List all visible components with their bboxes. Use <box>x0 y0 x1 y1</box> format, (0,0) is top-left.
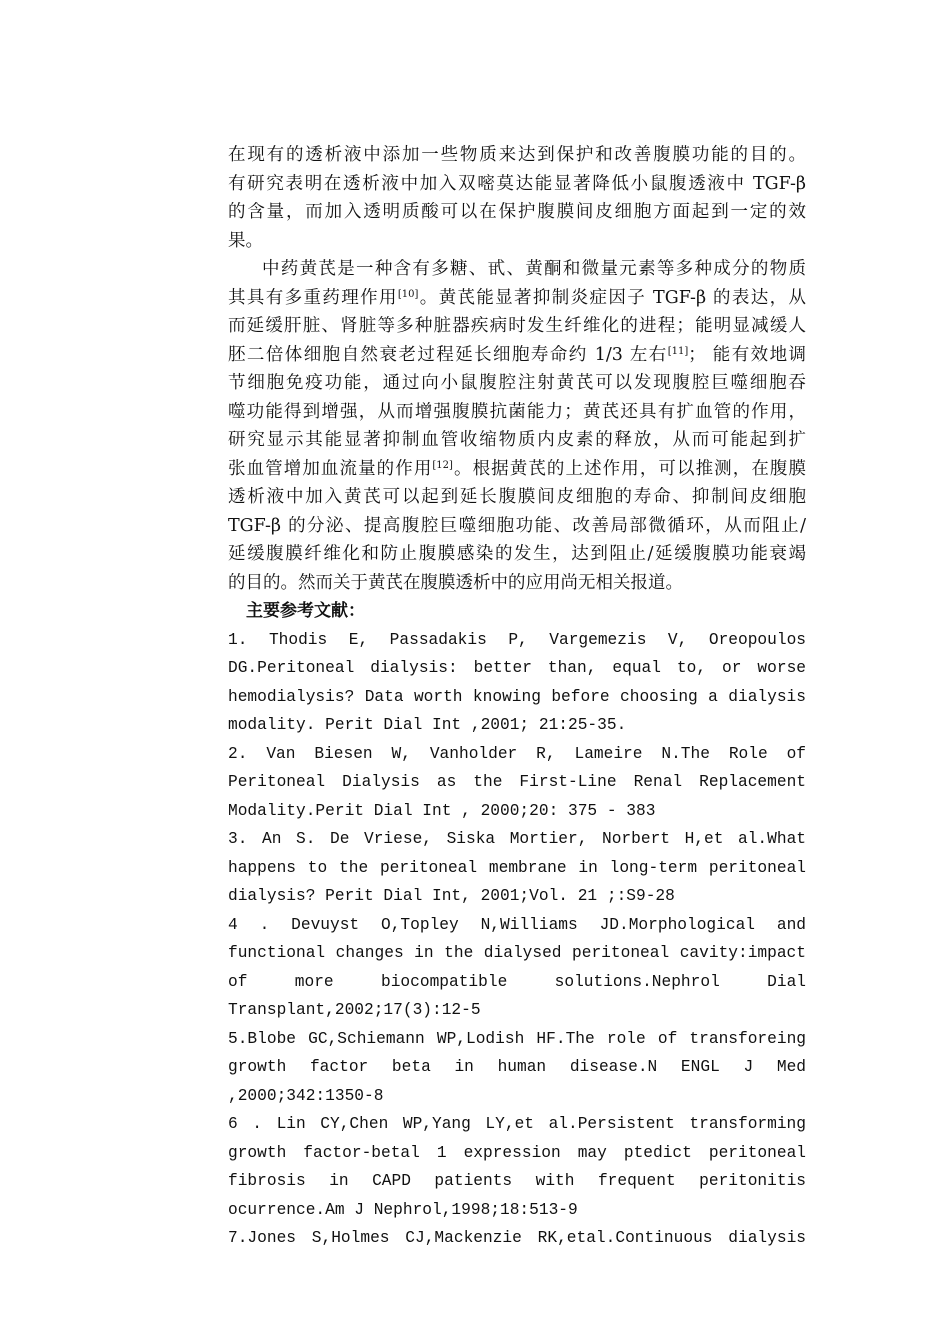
text-line: 张血管增加血流量的作用[12]。根据黄芪的上述作用，可以推测，在腹膜 <box>228 458 806 479</box>
document-page <box>228 141 806 1253</box>
reference-line: ocurrence.Am J Nephrol,1998;18:513-9 <box>228 1200 578 1219</box>
reference-item <box>228 1224 806 1253</box>
reference-item <box>228 825 806 911</box>
reference-line: DG.Peritoneal dialysis: better than, equal to, or worse <box>228 659 806 677</box>
reference-line: 3. An S. De Vriese, Siska Mortier, Norbert H,et al.What <box>228 830 806 848</box>
reference-line: ,2000;342:1350-8 <box>228 1086 384 1105</box>
reference-line: modality. Perit Dial Int ,2001; 21:25-35. <box>228 716 627 734</box>
reference-line: growth factor beta in human disease.N ENGL J Med <box>228 1058 806 1076</box>
text-line: 有研究表明在透析液中加入双嘧莫达能显著降低小鼠腹透液中 TGF-β <box>228 173 806 194</box>
reference-line: Peritoneal Dialysis as the First-Line Renal Replacement <box>228 773 806 791</box>
reference-line: hemodialysis? Data worth knowing before choosing a dialysis <box>228 687 806 706</box>
reference-line: functional changes in the dialysed peritoneal cavity:impact <box>228 944 806 962</box>
citation-marker: [10] <box>397 288 419 300</box>
references-heading: 主要参考文献： <box>246 601 365 621</box>
text-line: 延缓腹膜纤维化和防止腹膜感染的发生，达到阻止/延缓腹膜功能衰竭 <box>228 544 806 564</box>
text-line: 节细胞免疫功能，通过向小鼠腹腔注射黄芪可以发现腹腔巨噬细胞吞 <box>228 373 806 393</box>
text-line: 噬功能得到增强，从而增强腹膜抗菌能力；黄芪还具有扩血管的作用， <box>228 401 806 422</box>
reference-line: Transplant,2002;17(3):12-5 <box>228 1001 481 1019</box>
body-paragraph <box>228 255 806 597</box>
reference-item <box>228 740 806 826</box>
reference-item <box>228 1025 806 1111</box>
reference-item <box>228 911 806 1025</box>
reference-item <box>228 1110 806 1224</box>
text-line: 其具有多重药理作用[10]。黄芪能显著抑制炎症因子 TGF-β 的表达，从 <box>228 287 806 308</box>
reference-line: growth factor-betal 1 expression may ptedict peritoneal <box>228 1143 806 1162</box>
text-line: TGF-β 的分泌、提高腹腔巨噬细胞功能、改善局部微循环，从而阻止/ <box>228 515 806 536</box>
citation-marker: [12] <box>432 459 453 471</box>
text-line: 中药黄芪是一种含有多糖、甙、黄酮和微量元素等多种成分的物质 <box>262 259 806 279</box>
body-paragraph <box>228 141 806 255</box>
reference-line: of more biocompatible solutions.Nephrol Dial <box>228 972 806 991</box>
reference-line: fibrosis in CAPD patients with frequent peritonitis <box>228 1172 806 1190</box>
reference-line: 4 . Devuyst O,Topley N,Williams JD.Morphological and <box>228 915 806 934</box>
text-line: 的目的。然而关于黄芪在腹膜透析中的应用尚无相关报道。 <box>228 572 683 593</box>
text-line: 果。 <box>228 230 263 251</box>
reference-line: 1. Thodis E, Passadakis P, Vargemezis V, Oreopoulos <box>228 630 806 649</box>
reference-item <box>228 626 806 740</box>
reference-line: 6 . Lin CY,Chen WP,Yang LY,et al.Persistent transforming <box>228 1115 806 1133</box>
reference-line: 2. Van Biesen W, Vanholder R, Lameire N.The Role of <box>228 744 806 763</box>
text-line: 而延缓肝脏、肾脏等多种脏器疾病时发生纤维化的进程；能明显减缓人 <box>228 316 806 336</box>
text-line: 研究显示其能显著抑制血管收缩物质内皮素的释放，从而可能起到扩 <box>228 430 806 450</box>
reference-line: dialysis? Perit Dial Int, 2001;Vol. 21 ;:S9-28 <box>228 887 675 905</box>
text-line: 透析液中加入黄芪可以起到延长腹膜间皮细胞的寿命、抑制间皮细胞 <box>228 487 806 507</box>
text-line: 在现有的透析液中添加一些物质来达到保护和改善腹膜功能的目的。 <box>228 145 806 165</box>
reference-line: 5.Blobe GC,Schiemann WP,Lodish HF.The role of transforeing <box>228 1029 806 1048</box>
reference-line: happens to the peritoneal membrane in long-term peritoneal <box>228 858 806 877</box>
reference-line: Modality.Perit Dial Int , 2000;20: 375 - 383 <box>228 801 656 820</box>
text-line: 胚二倍体细胞自然衰老过程延长细胞寿命约 1/3 左右[11]； 能有效地调 <box>228 344 806 365</box>
reference-line: 7.Jones S,Holmes CJ,Mackenzie RK,etal.Continuous dialysis <box>228 1229 806 1247</box>
citation-marker: [11] <box>667 345 689 357</box>
text-line: 的含量，而加入透明质酸可以在保护腹膜间皮细胞方面起到一定的效 <box>228 202 806 222</box>
